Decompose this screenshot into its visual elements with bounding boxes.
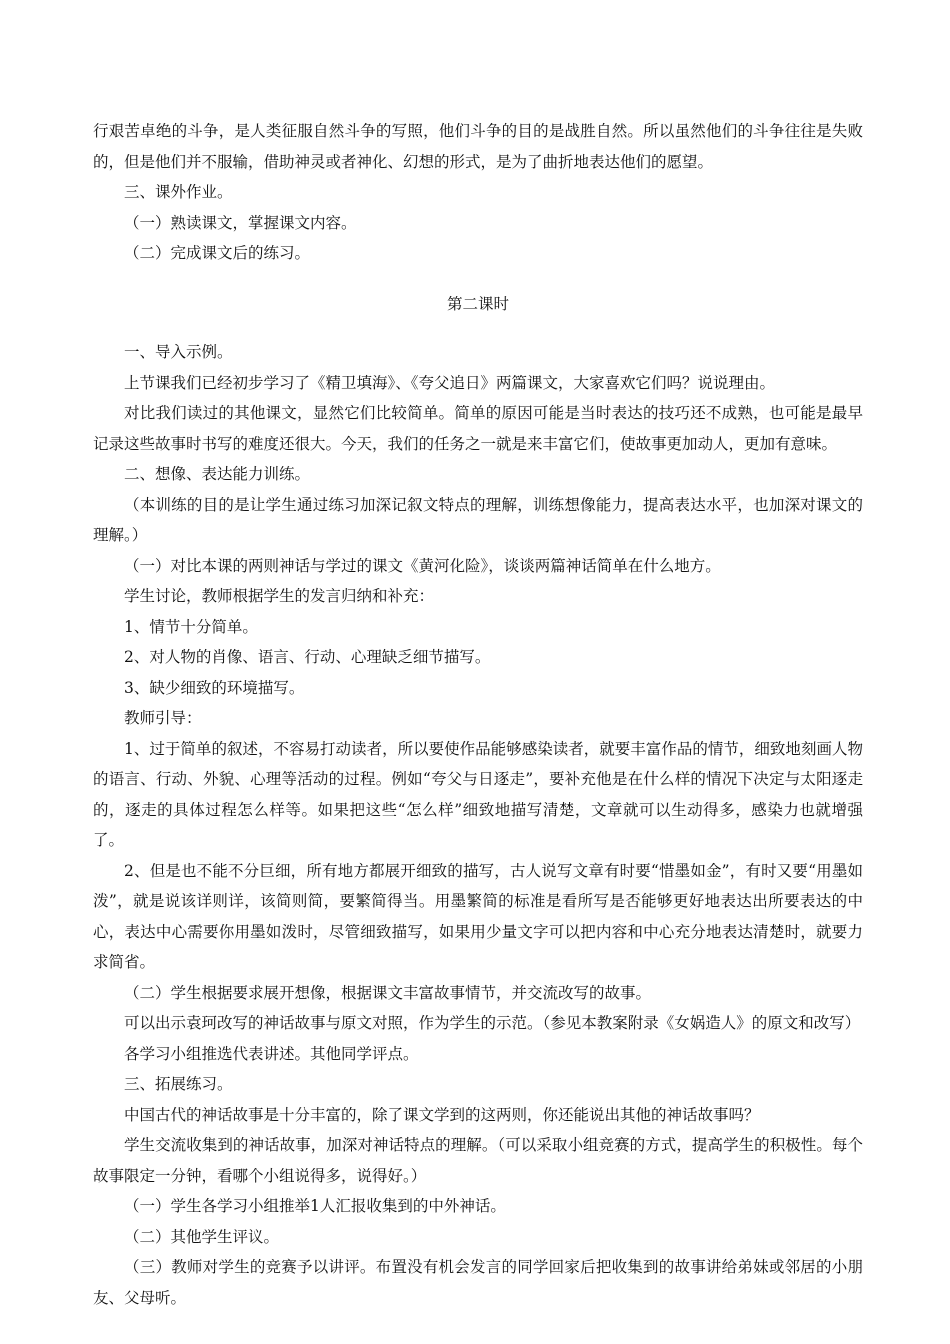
lesson-title: 第二课时 [446,294,509,313]
section-heading-extension: 三、拓展练习。 [124,1075,233,1093]
homework-item-2: （二）完成课文后的练习。 [124,244,311,262]
paragraph: 可以出示袁珂改写的神话故事与原文对照，作为学生的示范。（参见本教案附录《女娲造人》的原文和改写） [124,1014,861,1032]
paragraph: 各学习小组推选代表讲述。其他同学评点。 [124,1044,419,1063]
section-heading-training: 二、想像、表达能力训练。 [124,465,311,483]
paragraph: （二）学生根据要求展开想像，根据课文丰富故事情节，并交流改写的故事。 [124,983,652,1002]
paragraph: （二）其他学生评议。 [124,1227,280,1246]
paragraph: （本训练的目的是让学生通过练习加深记叙文特点的理解，训练想像能力，提高表达水平，也加深对课文的理解。） [93,495,863,544]
paragraph-continuation: 行艰苦卓绝的斗争，是人类征服自然斗争的写照，他们斗争的目的是战胜自然。所以虽然他们的斗争往往是失败的，但是他们并不服输，借助神灵或者神化、幻想的形式，是为了曲折地表达他们的愿望。 [93,122,863,171]
paragraph: （一）学生各学习小组推举1人汇报收集到的中外神话。 [124,1197,506,1215]
document-body [93,116,863,1313]
paragraph: 学生交流收集到的神话故事，加深对神话特点的理解。（可以采取小组竞赛的方式，提高学生的积极性。每个故事限定一分钟，看哪个小组说得多，说得好。） [93,1136,863,1185]
paragraph: 学生讨论，教师根据学生的发言归纳和补充： [124,587,435,605]
paragraph: 对比我们读过的其他课文，显然它们比较简单。简单的原因可能是当时表达的技巧还不成熟，也可能是最早记录这些故事时书写的难度还很大。今天，我们的任务之一就是来丰富它们，使故事更加动人，更加有意味。 [93,404,863,453]
paragraph: 中国古代的神话故事是十分丰富的，除了课文学到的这两则，你还能说出其他的神话故事吗？ [124,1105,760,1124]
paragraph: （三）教师对学生的竞赛予以讲评。布置没有机会发言的同学回家后把收集到的故事讲给弟妹或邻居的小朋友、父母听。 [93,1258,863,1307]
list-item: 1、情节十分简单。 [124,617,258,636]
section-heading-intro: 一、导入示例。 [124,343,233,361]
paragraph: 上节课我们已经初步学习了《精卫填海》、《夸父追日》两篇课文，大家喜欢它们吗？说说理由。 [124,373,776,392]
list-item: 3、缺少细致的环境描写。 [124,678,305,697]
section-heading-homework: 三、课外作业。 [124,183,233,201]
paragraph: 教师引导： [124,709,202,727]
paragraph: 1、过于简单的叙述，不容易打动读者，所以要使作品能够感染读者，就要丰富作品的情节，细致地刻画人物的语言、行动、外貌、心理等活动的过程。例如“夸父与日逐走”，要补充他是在什么样的情况下决定与太阳逐走的，逐走的具体过程怎么样等。如果把这些“怎么样”细致地描写清楚，文章就可以生动得多，感染力也就增强了。 [93,739,863,849]
paragraph: （一）对比本课的两则神话与学过的课文《黄河化险》，谈谈两篇神话简单在什么地方。 [124,556,721,575]
homework-item-1: （一）熟读课文，掌握课文内容。 [124,213,357,232]
list-item: 2、对人物的肖像、语言、行动、心理缺乏细节描写。 [124,648,491,666]
paragraph: 2、但是也不能不分巨细，所有地方都展开细致的描写，古人说写文章有时要“惜墨如金”，有时又要“用墨如泼”，就是说该详则详，该简则简，要繁简得当。用墨繁简的标准是看所写是否能够更好地表达出所要表达的中心，表达中心需要你用墨如泼时，尽管细致描写，如果用少量文字可以把内容和中心充分地表达清楚时，就要力求简省。 [93,861,863,971]
